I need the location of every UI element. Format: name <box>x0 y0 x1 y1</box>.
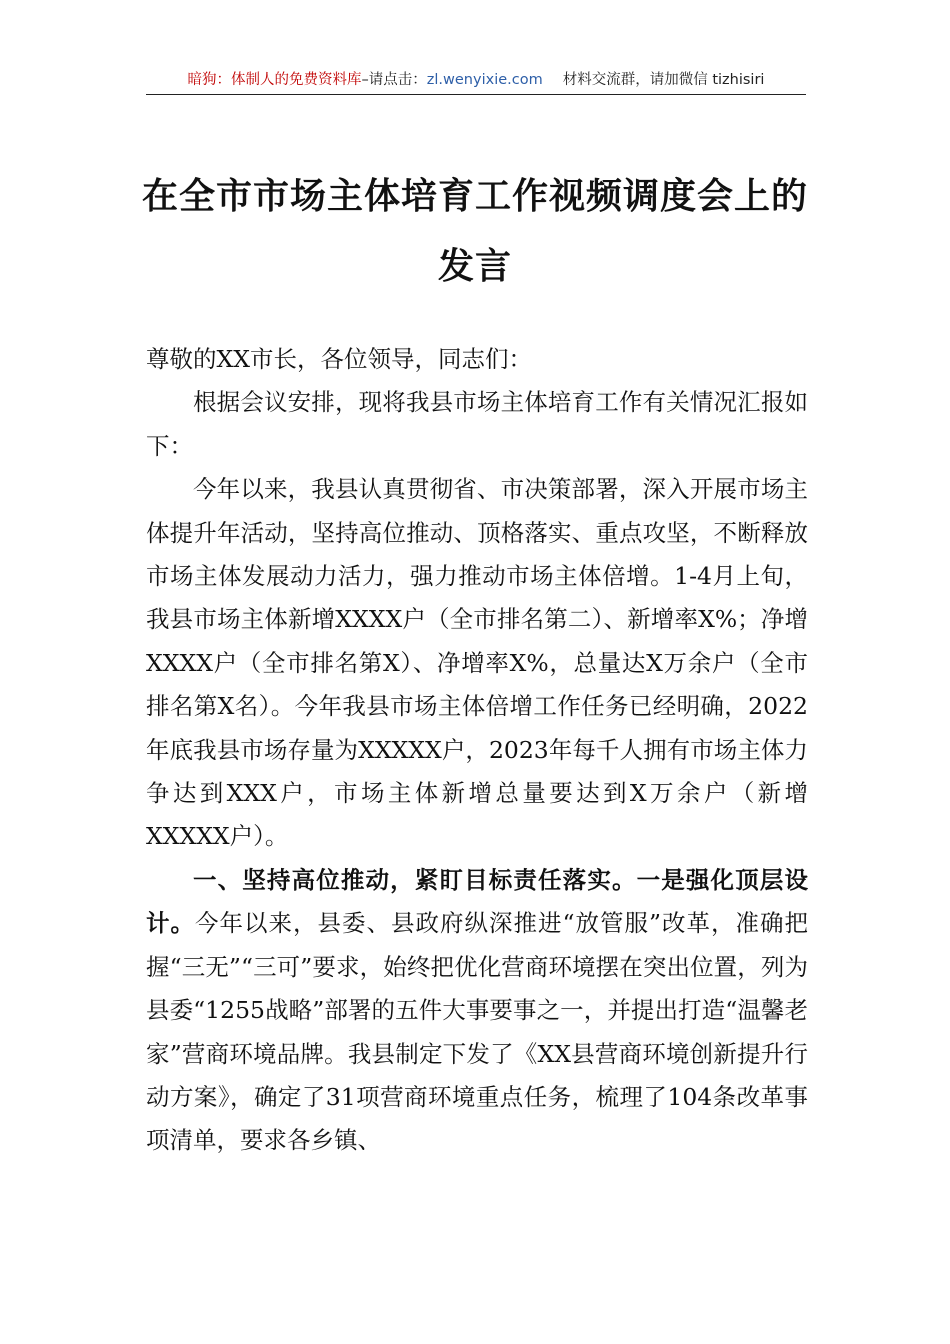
section1-heading: 一、坚持高位推动，紧盯目标责任落实。 <box>193 865 637 894</box>
document-body <box>146 338 808 1163</box>
header-site-name: 暗狗：体制人的免费资料库 <box>187 72 362 88</box>
section1-sub-heading: 一是强化顶层设计。 <box>146 865 808 938</box>
paragraph-overview: 今年以来，我县认真贯彻省、市决策部署，深入开展市场主体提升年活动，坚持高位推动、顶格落实、重点攻坚，不断释放市场主体发展动力活力，强力推动市场主体倍增。1-4月上旬，我县市场主体新增XXXX户（全市排名第二）、新增率X%；净增XXXX户（全市排名第X）、净增率X%，总量达X万余户（全市排名第X名）。今年我县市场主体倍增工作任务已经明确，2022年底我县市场存量为XXXXX户，2023年每千人拥有市场主体力争达到XXX户，市场主体新增总量要达到X万余户（新增XXXXX户）。 <box>146 475 808 851</box>
document-title-line1: 在全市市场主体培育工作视频调度会上的 <box>141 175 808 217</box>
page-header <box>146 66 806 95</box>
header-link[interactable]: zl.wenyixie.com <box>426 72 543 88</box>
section1-text: 今年以来，县委、县政府纵深推进“放管服”改革，准确把握“三无”“三可”要求，始终把优化营商环境摆在突出位置，列为县委“1255战略”部署的五件大事要事之一，并提出打造“温馨老家”营商环境品牌。我县制定下发了《XX县营商环境创新提升行动方案》，确定了31项营商环境重点任务，梳理了104条改革事项清单，要求各乡镇、 <box>146 909 808 1155</box>
document-title-line2: 发言 <box>437 245 512 287</box>
salutation: 尊敬的XX市长，各位领导，同志们： <box>146 345 532 373</box>
paragraph-section1 <box>146 859 808 1163</box>
header-click-prompt: –请点击： <box>361 72 427 88</box>
paragraph-intro: 根据会议安排，现将我县市场主体培育工作有关情况汇报如下： <box>146 388 808 460</box>
header-contact: 材料交流群，请加微信 tizhisiri <box>562 72 765 88</box>
